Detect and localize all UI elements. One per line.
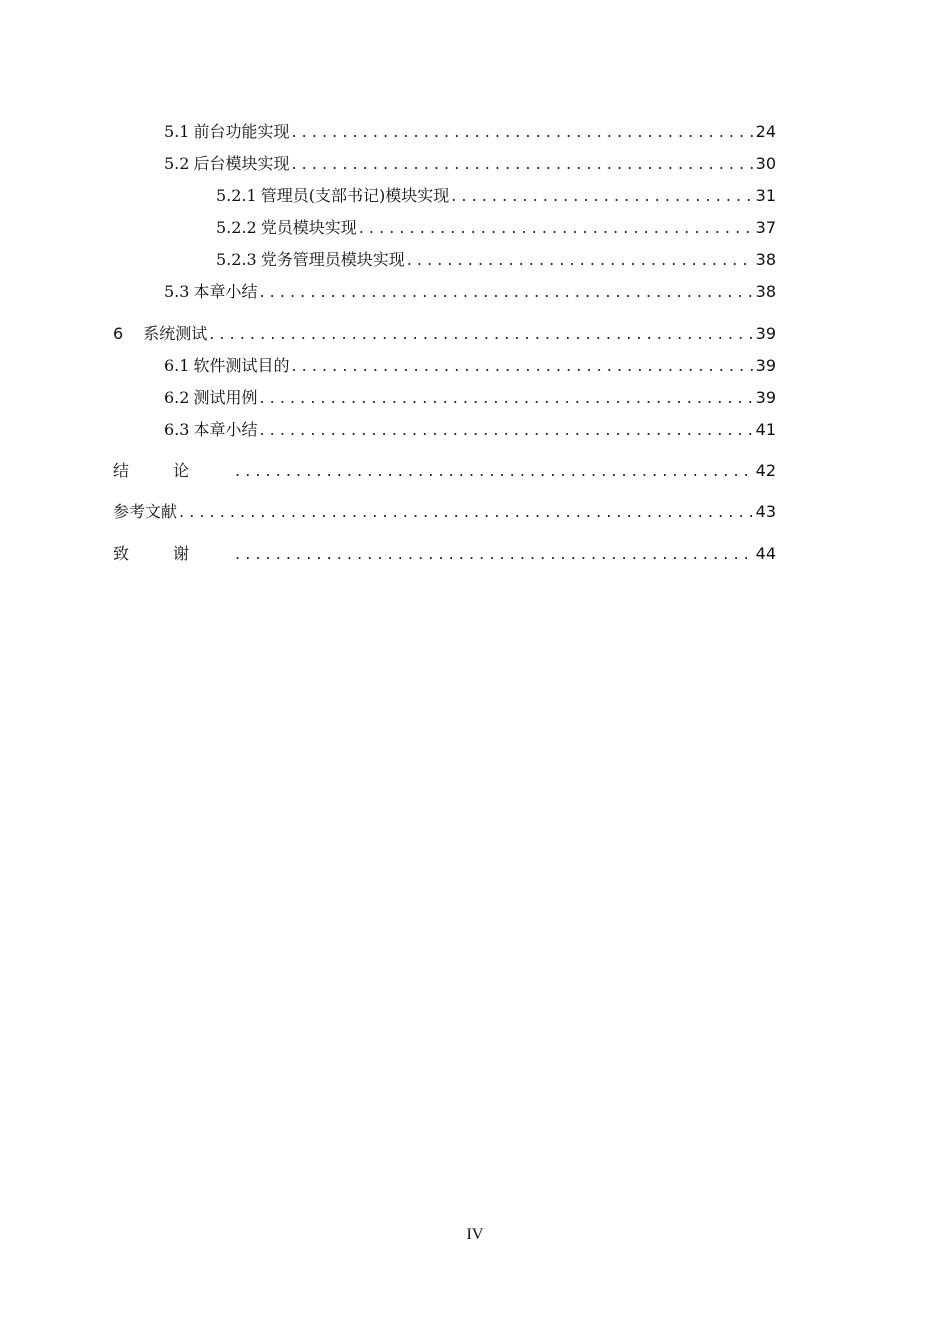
toc-entry-title: 测试用例	[193, 388, 258, 407]
toc-entry-chapter-6[interactable]	[113, 324, 776, 344]
toc-entry-number: 5.2	[164, 154, 190, 173]
toc-entry-page: 43	[755, 502, 776, 521]
toc-dot-leader	[291, 122, 753, 142]
toc-entry-5-2-1[interactable]	[216, 186, 776, 206]
toc-entry-page: 44	[755, 544, 776, 563]
toc-entry-title: 后台模块实现	[193, 154, 290, 173]
toc-entry-number: 6.2	[164, 388, 190, 407]
toc-entry-number: 5.1	[164, 122, 190, 141]
toc-dot-leader	[179, 502, 754, 522]
toc-entry-page: 42	[755, 461, 776, 480]
toc-entry-title: 结论	[113, 461, 234, 480]
toc-entry-acknowledgements[interactable]	[113, 544, 776, 564]
toc-dot-leader	[291, 154, 753, 174]
toc-entry-5-3[interactable]	[164, 282, 776, 302]
toc-entry-5-2[interactable]	[164, 154, 776, 174]
toc-entry-page: 38	[755, 250, 776, 269]
toc-entry-page: 38	[755, 282, 776, 301]
toc-entry-number: 6.1	[164, 356, 190, 375]
page-number: IV	[466, 1226, 484, 1243]
toc-entry-number: 5.2.3	[216, 250, 257, 269]
toc-entry-number: 5.3	[164, 282, 190, 301]
toc-dot-leader	[235, 544, 754, 564]
toc-entry-references[interactable]	[113, 502, 776, 522]
toc-entry-5-2-2[interactable]	[216, 218, 776, 238]
toc-entry-title: 本章小结	[193, 282, 258, 301]
toc-dot-leader	[209, 324, 753, 344]
toc-dot-leader	[451, 186, 753, 206]
toc-entry-title: 管理员(支部书记)模块实现	[260, 186, 450, 205]
toc-entry-conclusion[interactable]	[113, 461, 776, 481]
toc-entry-5-1[interactable]	[164, 122, 776, 142]
toc-entry-page: 41	[755, 420, 776, 439]
toc-entry-page: 24	[755, 122, 776, 141]
toc-entry-page: 31	[755, 186, 776, 205]
toc-entry-6-2[interactable]	[164, 388, 776, 408]
toc-dot-leader	[291, 356, 753, 376]
toc-entry-title: 软件测试目的	[193, 356, 290, 375]
toc-dot-leader	[259, 388, 753, 408]
toc-entry-number: 6.3	[164, 420, 190, 439]
toc-entry-6-3[interactable]	[164, 420, 776, 440]
toc-entry-title: 前台功能实现	[193, 122, 290, 141]
toc-entry-title: 系统测试	[143, 324, 208, 343]
toc-dot-leader	[259, 282, 753, 302]
toc-entry-title: 致谢	[113, 544, 234, 563]
toc-entry-title: 本章小结	[193, 420, 258, 439]
toc-entry-page: 39	[755, 324, 776, 343]
toc-entry-page: 30	[755, 154, 776, 173]
toc-dot-leader	[359, 218, 754, 238]
toc-dot-leader	[235, 461, 754, 481]
toc-entry-number: 5.2.2	[216, 218, 257, 237]
toc-dot-leader	[407, 250, 754, 270]
toc-entry-page: 39	[755, 388, 776, 407]
toc-entry-page: 39	[755, 356, 776, 375]
toc-entry-number: 5.2.1	[216, 186, 257, 205]
toc-entry-title: 党员模块实现	[260, 218, 357, 237]
toc-dot-leader	[259, 420, 753, 440]
toc-entry-5-2-3[interactable]	[216, 250, 776, 270]
toc-entry-title: 参考文献	[113, 502, 178, 521]
toc-entry-number: 6	[113, 324, 124, 343]
toc-entry-title: 党务管理员模块实现	[260, 250, 405, 269]
toc-entry-page: 37	[755, 218, 776, 237]
toc-entry-6-1[interactable]	[164, 356, 776, 376]
